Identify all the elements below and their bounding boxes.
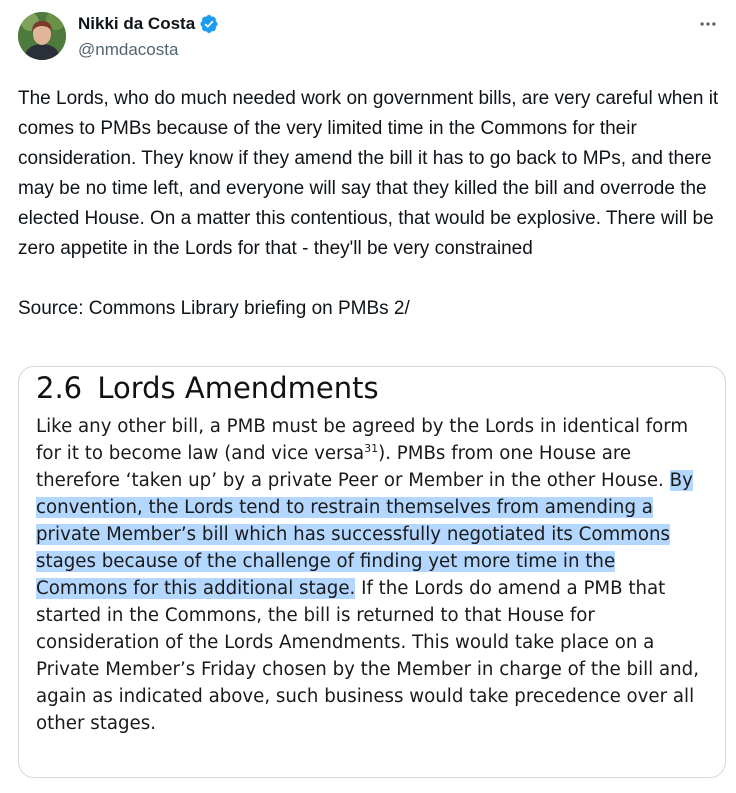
verified-badge-icon bbox=[199, 14, 219, 34]
tweet-text: The Lords, who do much needed work on government bills, are very careful when it comes to PMBs because of the very limited time in the Commons for their consideration. They know if they amend the bill it has to go back to MPs, and there may be no time left, and everyone will say that they killed the bill and overrode the elected House. On a matter this contentious, that would be explosive. There will be zero appetite in the Lords for that - they'll be very constrained Source: Commons Library briefing on PMBs 2/ bbox=[18, 88, 719, 319]
paragraph-end: If the Lords do amend a PMB that started in the Commons, the bill is returned to that House for consideration of the Lords Amendments. This would take place on a Private Member’s Friday chosen by the Member in charge of the bill and, again as indicated above, such business would take precedence over all other stages. bbox=[36, 578, 700, 734]
footnote-marker: 31 bbox=[364, 441, 379, 455]
more-horizontal-icon[interactable] bbox=[694, 10, 722, 38]
document-heading bbox=[36, 371, 379, 405]
handle[interactable]: @nmdacosta bbox=[78, 40, 179, 59]
heading-title: Lords Amendments bbox=[97, 371, 379, 405]
heading-number: 2.6 bbox=[36, 371, 83, 405]
paragraph-start: Like any other bill, a PMB must be agreed by the Lords in identical form for it to become law (and vice versa bbox=[36, 416, 689, 464]
avatar[interactable] bbox=[18, 12, 66, 60]
attached-image[interactable] bbox=[18, 366, 726, 778]
paragraph-continuation: ). PMBs from one House are therefore ‘taken up’ by a private Peer or Member in the other House. bbox=[36, 443, 670, 491]
display-name[interactable]: Nikki da Costa bbox=[78, 14, 196, 33]
document-paragraph bbox=[36, 413, 712, 737]
highlighted-text: By convention, the Lords tend to restrain themselves from amending a private Member’s bill which has successfully negotiated its Commons stages because of the challenge of finding yet more time in the Commons for this additional stage. bbox=[36, 470, 693, 599]
